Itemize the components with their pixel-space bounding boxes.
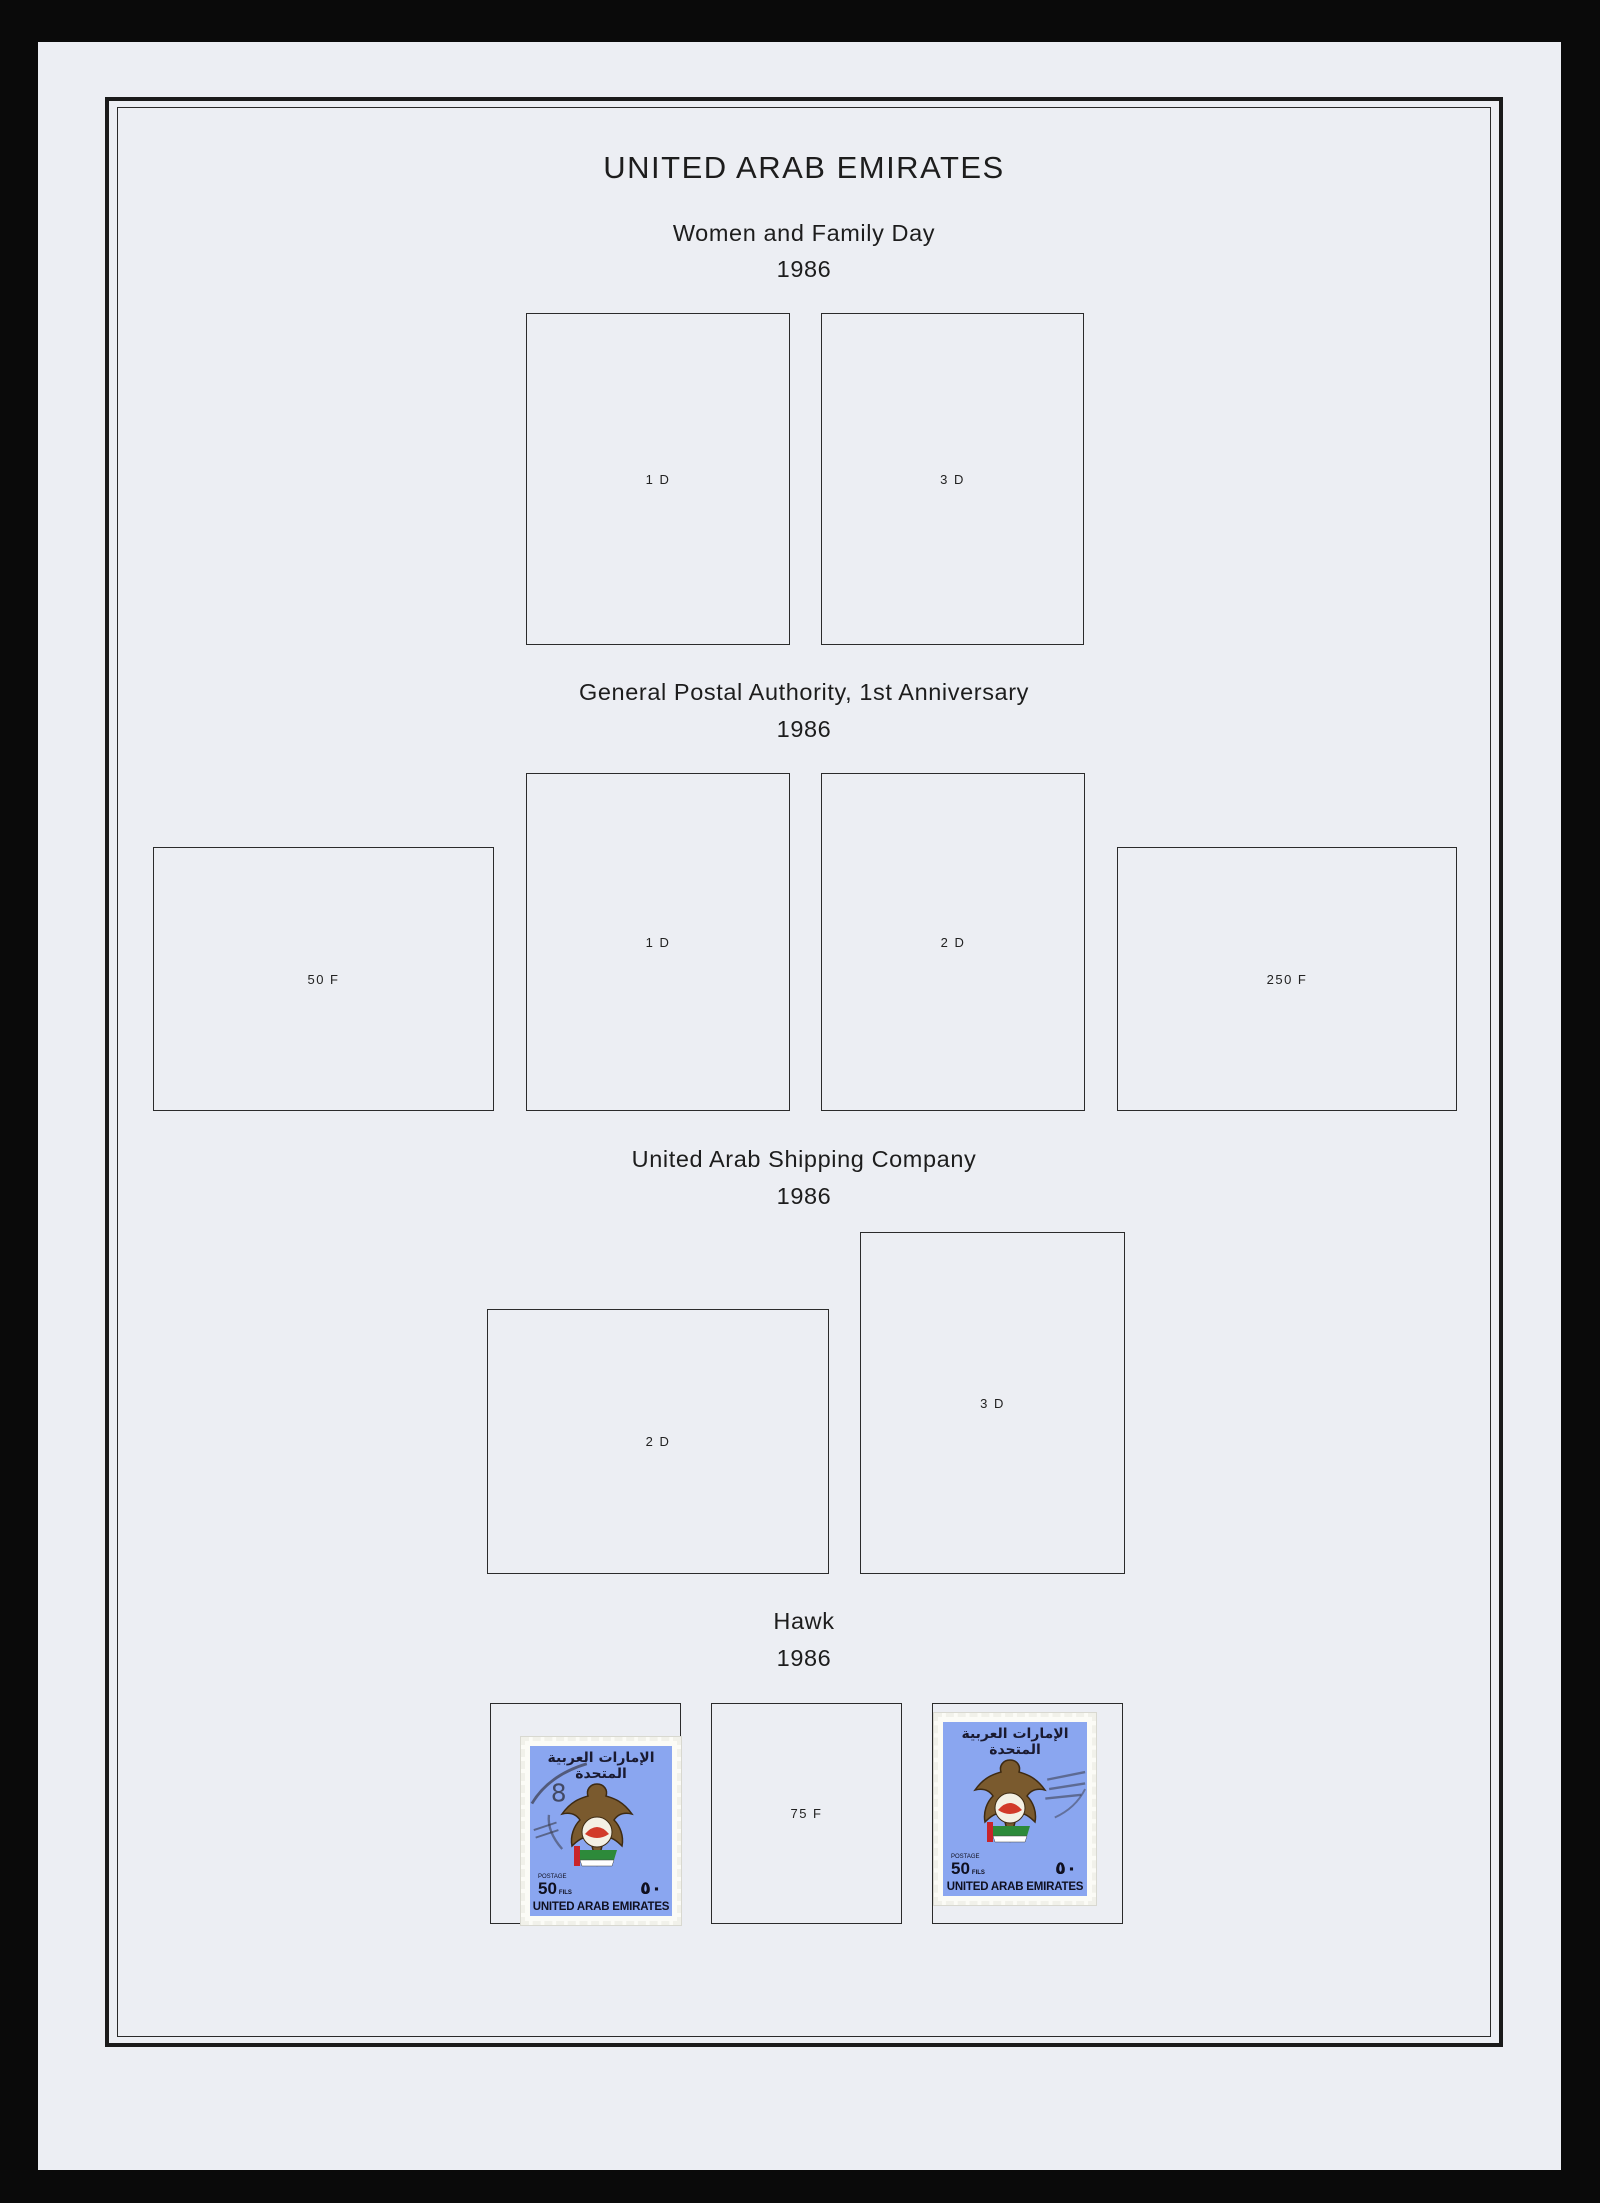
stamp-denomination-value: 50	[951, 1859, 970, 1878]
stamp-unit: FILS	[558, 1890, 572, 1896]
slot-denomination: 250 F	[1266, 971, 1308, 987]
section-heading-postal-authority: General Postal Authority, 1st Anniversary	[579, 679, 1029, 705]
section-heading-shipping-company: United Arab Shipping Company	[631, 1146, 977, 1172]
slot-denomination: 2 D	[645, 1434, 671, 1449]
section-year: 1986	[776, 1183, 832, 1209]
section-year: 1986	[776, 256, 832, 282]
stamp-slot[interactable]	[821, 773, 1085, 1111]
stamp-denomination-value: 50	[538, 1879, 557, 1898]
stamp-design	[943, 1722, 1087, 1896]
eagle-emblem-icon	[965, 1752, 1055, 1852]
stamp-slot[interactable]	[860, 1232, 1125, 1574]
stamp-slot[interactable]	[487, 1309, 829, 1574]
stamp-denomination	[951, 1859, 985, 1879]
slot-denomination: 2 D	[940, 934, 966, 950]
stamp-slot[interactable]	[526, 773, 790, 1111]
eagle-emblem-icon	[552, 1776, 642, 1876]
slot-denomination: 3 D	[980, 1395, 1005, 1411]
mounted-stamp[interactable]	[521, 1737, 681, 1925]
page-title: UNITED ARAB EMIRATES	[603, 150, 1005, 185]
stamp-denomination	[538, 1879, 572, 1899]
slot-denomination: 75 F	[790, 1806, 823, 1821]
stamp-design	[530, 1746, 672, 1916]
stamp-country: UNITED ARAB EMIRATES	[946, 1881, 1084, 1893]
slot-denomination: 50 F	[307, 971, 340, 987]
stamp-slot[interactable]	[821, 313, 1084, 645]
stamp-unit: FILS	[971, 1870, 985, 1876]
slot-denomination: 3 D	[940, 471, 965, 487]
stamp-country: UNITED ARAB EMIRATES	[532, 1901, 670, 1913]
stamp-slot[interactable]	[153, 847, 494, 1111]
section-year: 1986	[776, 716, 832, 742]
stamp-arabic-inscription: الإمارات العربية المتحدة	[547, 1750, 655, 1782]
stamp-slot[interactable]	[711, 1703, 902, 1924]
slot-denomination: 1 D	[645, 934, 671, 950]
stamp-arabic-denomination: ٥٠	[1055, 1858, 1077, 1879]
stamp-slot[interactable]	[1117, 847, 1457, 1111]
stamp-slot[interactable]	[526, 313, 790, 645]
section-heading-hawk: Hawk	[773, 1608, 835, 1634]
stamp-postage-label: POSTAGE	[538, 1874, 567, 1880]
slot-denomination: 1 D	[645, 471, 671, 487]
section-heading-women-family-day: Women and Family Day	[672, 220, 936, 246]
postmark-number: 8	[550, 1778, 567, 1808]
stamp-arabic-denomination: ٥٠	[640, 1878, 662, 1899]
section-year: 1986	[776, 1645, 832, 1671]
stamp-arabic-inscription: الإمارات العربية المتحدة	[961, 1726, 1069, 1758]
stamp-postage-label: POSTAGE	[951, 1854, 980, 1860]
mounted-stamp[interactable]	[934, 1713, 1096, 1905]
